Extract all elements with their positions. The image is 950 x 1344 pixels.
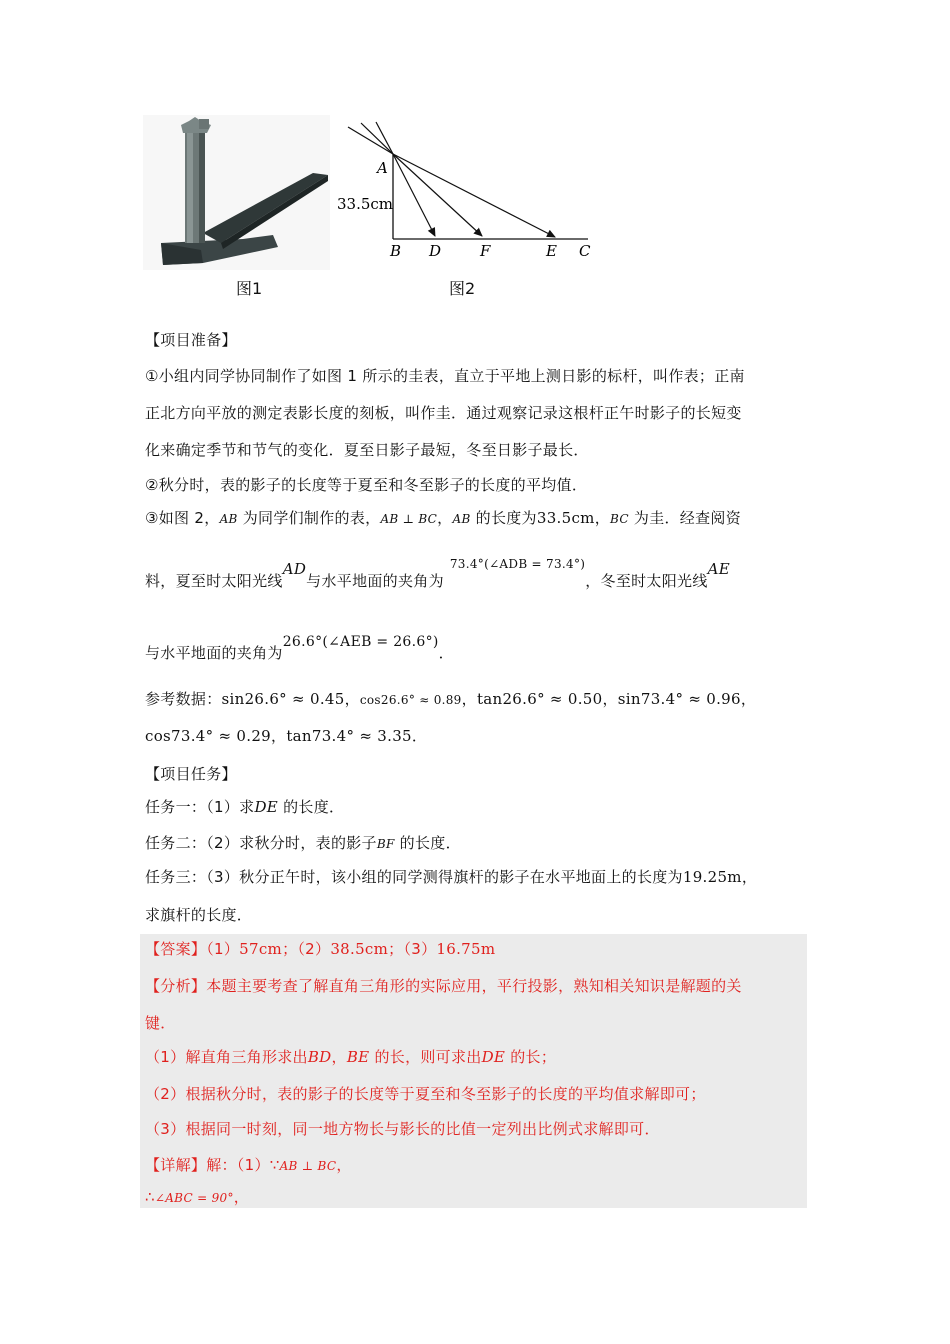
- figure2-diagram: [330, 118, 600, 268]
- reference-v6: tan73.4° ≈ 3.35: [286, 727, 412, 745]
- prep-heading: 【项目准备】: [145, 331, 237, 349]
- prep-p4-c: ，冬至时太阳光线: [585, 572, 708, 590]
- analysis-line1: [145, 975, 742, 996]
- figure1-caption: 图1: [236, 279, 263, 298]
- prep-p3-b: 为同学们制作的表，: [237, 509, 381, 527]
- answer-a3: ；（3）: [388, 940, 437, 958]
- prep-p1-line1: ①小组内同学协同制作了如图 1 所示的圭表，直立于平地上测日影的标杆，叫作表；正南: [145, 367, 745, 385]
- answer-a3-value: 16.75m: [436, 940, 496, 958]
- answer-a2: ；（2）: [282, 940, 331, 958]
- prep-p4: [145, 556, 730, 596]
- detail-a: 解：（1）∵: [206, 1156, 280, 1174]
- analysis-line2: 键．: [145, 1014, 176, 1032]
- figure2-caption: 图2: [449, 279, 476, 298]
- reference-sep2: ，: [461, 690, 477, 708]
- ray-af: [393, 154, 482, 236]
- task1-a: 任务一：（1）求: [145, 798, 255, 816]
- prep-p3-perp: AB ⊥ BC: [380, 512, 438, 526]
- task1-de: DE: [254, 798, 279, 816]
- reference-sep1: ，: [344, 690, 360, 708]
- analysis-step2: （2）根据秋分时，表的影子的长度等于夏至和冬至影子的长度的平均值求解即可；: [145, 1085, 706, 1103]
- prep-p3-c: ，: [437, 509, 453, 527]
- answer-a1-value: 57cm: [239, 940, 283, 958]
- prep-p3-ab: AB: [219, 512, 238, 526]
- prep-p4-angle: 73.4°(∠ADB = 73.4°): [449, 557, 586, 571]
- detail-label: 【详解】: [145, 1156, 207, 1174]
- prep-p3: [145, 507, 741, 528]
- label-e: E: [546, 242, 557, 260]
- analysis-s1-be: BE: [346, 1048, 370, 1066]
- label-f: F: [480, 242, 491, 260]
- prep-p4-ad: AD: [282, 560, 307, 578]
- detail-b: ，: [336, 1156, 352, 1174]
- analysis-step1: [145, 1046, 556, 1067]
- detail-line1: [145, 1154, 352, 1175]
- prep-p5-b: ．: [438, 644, 454, 662]
- label-c: C: [579, 242, 591, 260]
- reference-v5: cos73.4° ≈ 0.29: [145, 727, 272, 745]
- task2-bf: BF: [376, 837, 395, 851]
- answer-label: 【答案】: [145, 940, 207, 958]
- analysis-s1-bd: BD: [307, 1048, 332, 1066]
- task1: [145, 796, 344, 817]
- analysis-text1: 本题主要考查了解直角三角形的实际应用，平行投影，熟知相关知识是解题的关: [206, 977, 742, 995]
- ray-ae: [393, 154, 555, 237]
- reference-sep3: ，: [602, 690, 618, 708]
- prep-p1-line2: 正北方向平放的测定表影长度的刻板，叫作圭．通过观察记录这根杆正午时影子的长短变: [145, 404, 742, 422]
- task2: [145, 832, 461, 853]
- ray-ad: [393, 154, 435, 236]
- reference-v2: cos26.6° ≈ 0.89: [359, 693, 462, 707]
- ray-af-extension: [361, 123, 393, 154]
- tasks-heading: 【项目任务】: [145, 765, 237, 783]
- reference-v3: tan26.6° ≈ 0.50: [476, 690, 603, 708]
- analysis-s1-sep: ，: [331, 1048, 347, 1066]
- label-height: 33.5cm: [337, 195, 394, 213]
- prep-p3-bc: BC: [610, 512, 629, 526]
- prep-p3-a: ③如图 2，: [145, 509, 220, 527]
- prep-p3-len: 33.5cm: [536, 509, 595, 527]
- detail-perp: AB ⊥ BC: [279, 1159, 337, 1173]
- detail-line2: [145, 1186, 249, 1207]
- reference-line2: [145, 725, 427, 746]
- task3-b: ，: [741, 868, 758, 886]
- reference-sep4: ，: [740, 690, 757, 708]
- reference-v1: sin26.6° ≈ 0.45: [221, 690, 345, 708]
- task1-b: 的长度．: [278, 798, 345, 816]
- prep-p5: [145, 630, 454, 666]
- detail-therefore: ∴: [145, 1188, 155, 1206]
- detail-angle: ∠ABC = 90°: [154, 1191, 234, 1205]
- reference-label: 参考数据：: [145, 690, 222, 708]
- prep-p4-ae: AE: [707, 560, 731, 578]
- reference-line1: [145, 688, 756, 709]
- detail-c: ，: [233, 1188, 250, 1206]
- prep-p1-line3: 化来确定季节和节气的变化．夏至日影子最短，冬至日影子最长．: [145, 441, 589, 459]
- reference-sep5: ，: [271, 727, 287, 745]
- analysis-s1-a: （1）解直角三角形求出: [145, 1048, 308, 1066]
- analysis-s1-de: DE: [481, 1048, 506, 1066]
- reference-end: ．: [411, 727, 428, 745]
- label-a: A: [377, 159, 388, 177]
- analysis-step3: （3）根据同一时刻，同一地方物长与影长的比值一定列出比例式求解即可．: [145, 1120, 660, 1138]
- reference-v4: sin73.4° ≈ 0.96: [617, 690, 741, 708]
- task2-a: 任务二：（2）求秋分时，表的影子: [145, 834, 377, 852]
- prep-p3-d: 的长度为: [470, 509, 537, 527]
- answer-line: [145, 938, 495, 959]
- task3: [145, 866, 757, 887]
- prep-p2: ②秋分时，表的影子的长度等于夏至和冬至影子的长度的平均值．: [145, 476, 588, 494]
- prep-p4-b: 与水平地面的夹角为: [306, 572, 444, 590]
- gnomon-photo-image: [143, 115, 330, 270]
- prep-p3-f: 为圭．经查阅资: [628, 509, 741, 527]
- analysis-label: 【分析】: [145, 977, 207, 995]
- label-d: D: [429, 242, 442, 260]
- task3-len: 19.25m: [682, 868, 742, 886]
- task2-b: 的长度．: [394, 834, 461, 852]
- task3-line2: 求旗杆的长度．: [145, 906, 253, 924]
- prep-p5-angle: 26.6°(∠AEB = 26.6°): [282, 634, 439, 650]
- task3-a: 任务三：（3）秋分正午时，该小组的同学测得旗杆的影子在水平地面上的长度为: [145, 868, 683, 886]
- label-b: B: [390, 242, 402, 260]
- analysis-s1-c: 的长；: [505, 1048, 557, 1066]
- analysis-s1-b: 的长，则可求出: [369, 1048, 482, 1066]
- figure1-photo: [143, 115, 330, 270]
- figure2-svg: [330, 118, 600, 268]
- answer-a1: （1）: [206, 940, 240, 958]
- answer-a2-value: 38.5cm: [330, 940, 389, 958]
- prep-p4-a: 料，夏至时太阳光线: [145, 572, 283, 590]
- prep-p3-e: ，: [594, 509, 610, 527]
- prep-p5-a: 与水平地面的夹角为: [145, 644, 283, 662]
- prep-p3-ab2: AB: [452, 512, 471, 526]
